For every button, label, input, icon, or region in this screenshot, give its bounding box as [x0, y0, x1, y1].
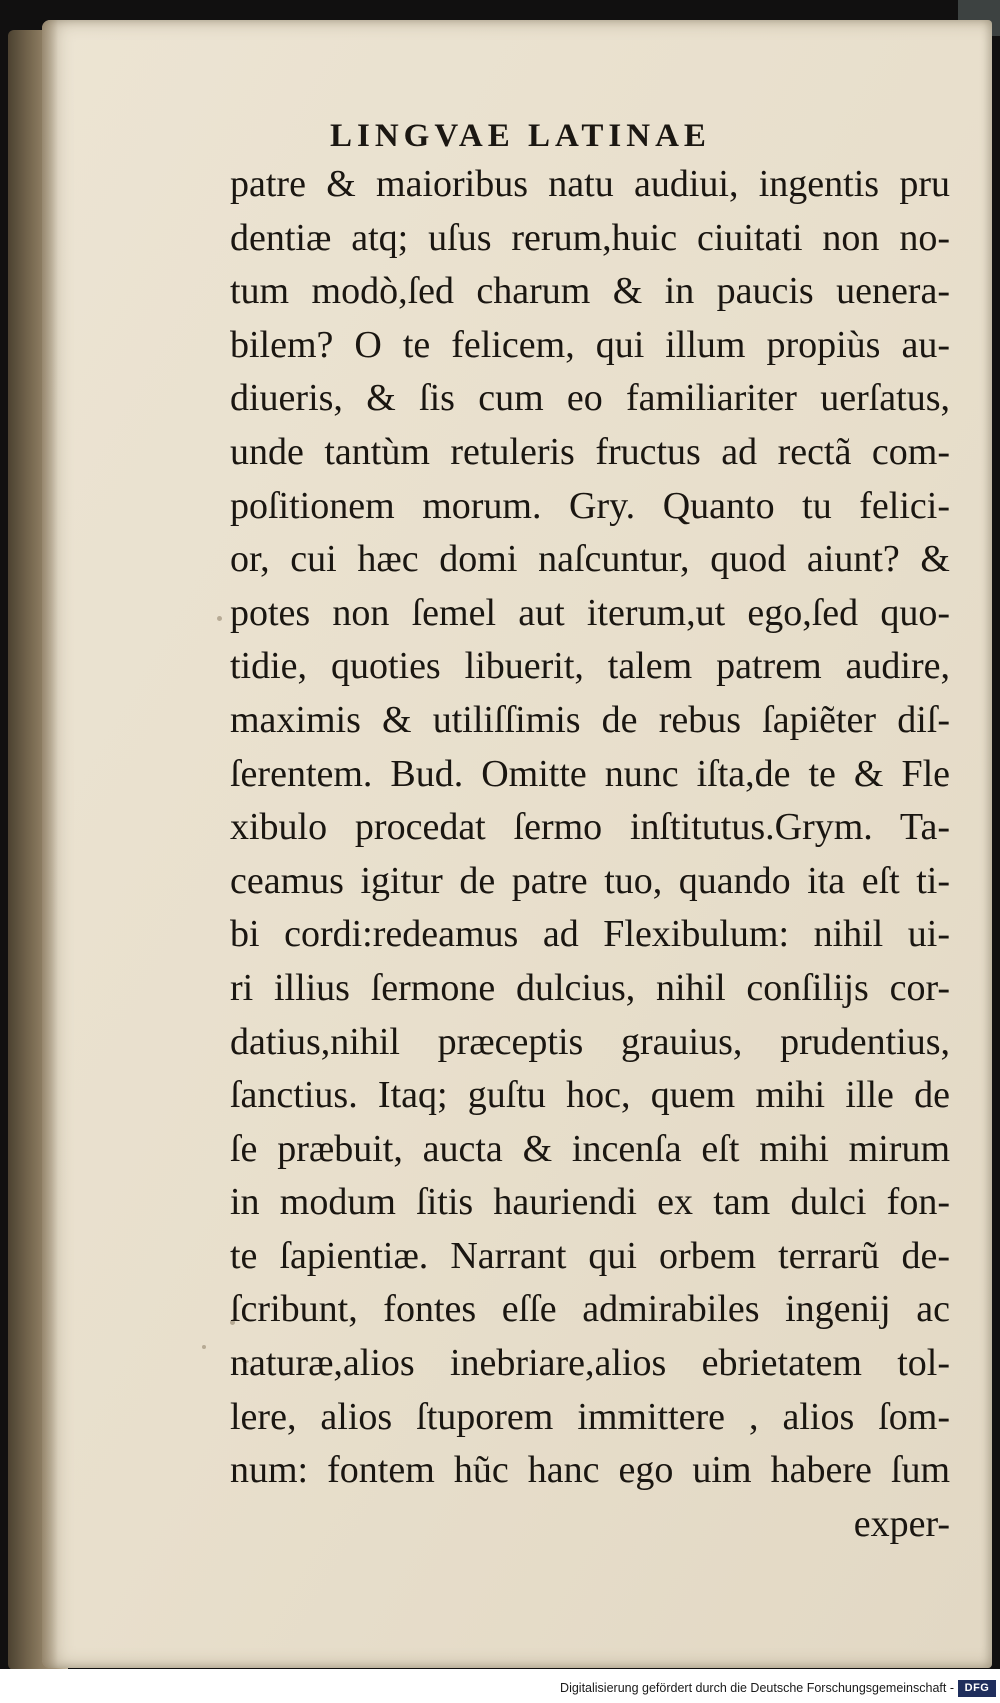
text-line: ri illius ſermone dulcius, nihil conſilijs cor- [230, 966, 950, 1009]
text-line: potes non ſemel aut iterum,ut ego,ſed quo- [230, 591, 950, 634]
text-line: naturæ,alios inebriare,alios ebrietatem tol- [230, 1342, 950, 1385]
text-line: xibulo procedat ſermo inſtitutus.Grym. Ta- [230, 806, 950, 849]
funding-credit: Digitalisierung gefördert durch die Deutsche Forschungsgemeinschaft - [560, 1681, 954, 1695]
text-line: num: fontem hũc hanc ego uim habere ſum [230, 1449, 950, 1492]
dfg-logo: DFG [958, 1680, 996, 1697]
text-line: bi cordi:redeamus ad Flexibulum: nihil ui- [230, 913, 950, 956]
text-line: ſanctius. Itaq; guſtu hoc, quem mihi ille de [230, 1074, 950, 1117]
text-line: ceamus igitur de patre tuo, quando ita eſt ti- [230, 859, 950, 902]
catchword: exper- [853, 1502, 950, 1545]
paper-speck [217, 616, 222, 621]
text-line: patre & maioribus natu audiui, ingentis pru [230, 163, 950, 205]
text-line: tum modò,ſed charum & in paucis uenera- [230, 270, 950, 313]
text-line: poſitionem morum. Gry. Quanto tu felici- [230, 484, 950, 527]
text-line: bilem? O te felicem, qui illum propiùs au- [230, 323, 950, 366]
digitization-footer [0, 1669, 1000, 1703]
text-line: te ſapientiæ. Narrant qui orbem terrarũ de- [230, 1234, 950, 1277]
text-line: lere, alios ſtuporem immittere , alios ſom- [230, 1395, 950, 1438]
text-line: ſcribunt, fontes eſſe admirabiles ingenij ac [230, 1288, 950, 1331]
body-text [230, 158, 950, 1551]
text-line: ſerentem. Bud. Omitte nunc iſta,de te & Fle [230, 752, 950, 795]
text-line: dentiæ atq; uſus rerum,huic ciuitati non no- [230, 216, 950, 259]
text-line: in modum ſitis hauriendi ex tam dulci fon- [230, 1181, 950, 1224]
text-line: ſe præbuit, aucta & incenſa eſt mihi mirum [230, 1127, 950, 1170]
text-line: datius,nihil præceptis grauius, prudentius, [230, 1020, 950, 1063]
running-head: LINGVAE LATINAE [330, 118, 711, 154]
text-line: tidie, quoties libuerit, talem patrem audire, [230, 645, 950, 688]
text-line: or, cui hæc domi naſcuntur, quod aiunt? & [230, 538, 950, 581]
paper-speck [202, 1345, 206, 1349]
text-line: diueris, & ſis cum eo familiariter uerſatus, [230, 377, 950, 420]
page-gutter-shadow [42, 20, 58, 1668]
text-line: maximis & utiliſſimis de rebus ſapiẽter diſ- [230, 698, 950, 741]
text-line: unde tantùm retuleris fructus ad rectã com- [230, 430, 950, 473]
